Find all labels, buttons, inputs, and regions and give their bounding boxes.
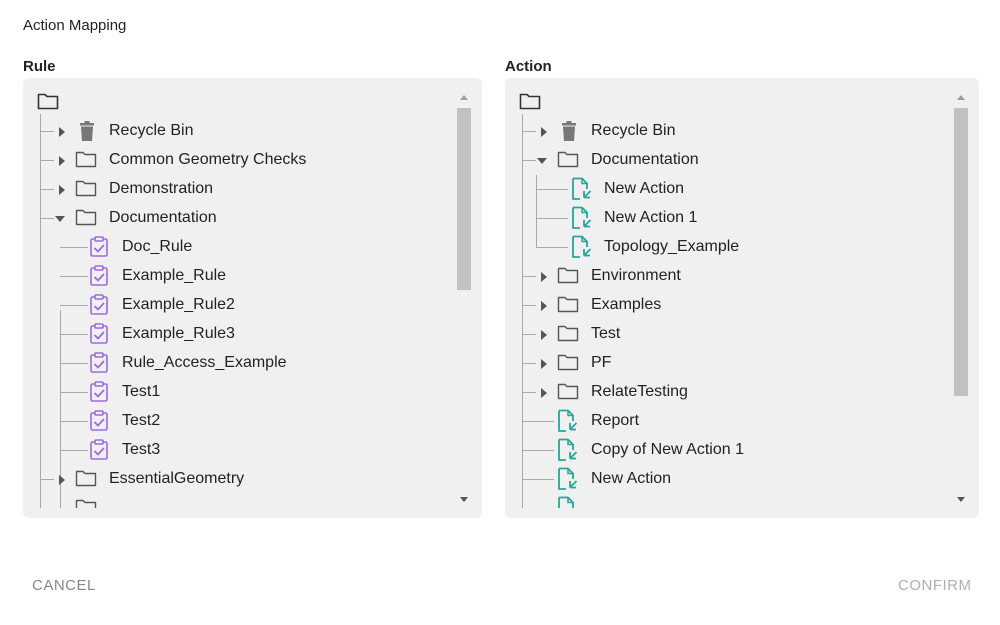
tree-leaf-label: Topology_Example xyxy=(604,238,740,255)
tree-leaf-topology-example[interactable] xyxy=(505,233,949,262)
tree-leaf-label: Example_Rule xyxy=(122,267,227,284)
action-doc-icon xyxy=(571,206,593,235)
action-panel-label: Action xyxy=(505,58,552,75)
tree-leaf-label: Doc_Rule xyxy=(122,238,193,255)
tree-node-relatetesting[interactable] xyxy=(505,378,949,407)
tree-node-label: Demonstration xyxy=(109,180,214,197)
tree-node-label: EssentialGeometry xyxy=(109,470,245,487)
tree-node-recycle-bin[interactable] xyxy=(23,117,452,146)
cancel-button[interactable]: CANCEL xyxy=(32,577,96,594)
expand-caret-icon[interactable] xyxy=(541,388,547,398)
tree-node-label: Documentation xyxy=(109,209,217,226)
tree-node-label: Examples xyxy=(591,296,662,313)
scroll-down-arrow-icon[interactable] xyxy=(460,497,468,502)
tree-leaf-partial xyxy=(505,494,949,508)
rule-tree xyxy=(23,78,452,508)
folder-icon xyxy=(557,150,579,173)
folder-icon xyxy=(75,208,97,231)
expand-caret-icon[interactable] xyxy=(59,475,65,485)
scroll-down-arrow-icon[interactable] xyxy=(957,497,965,502)
tree-node-partial xyxy=(23,494,452,508)
tree-leaf-example-rule[interactable] xyxy=(23,262,452,291)
dialog-title: Action Mapping xyxy=(23,17,127,34)
tree-leaf-label: Example_Rule3 xyxy=(122,325,235,342)
action-doc-icon xyxy=(557,409,579,438)
tree-leaf-copy-of-new-action-1[interactable] xyxy=(505,436,949,465)
expand-caret-icon[interactable] xyxy=(541,301,547,311)
tree-node-label: Test xyxy=(591,325,621,342)
action-tree xyxy=(505,78,949,508)
action-doc-icon xyxy=(571,235,593,264)
scroll-up-arrow-icon[interactable] xyxy=(957,95,965,100)
expand-caret-icon[interactable] xyxy=(59,185,65,195)
tree-node-essentialgeometry[interactable] xyxy=(23,465,452,494)
tree-node-test[interactable] xyxy=(505,320,949,349)
trash-icon xyxy=(79,121,95,147)
trash-icon xyxy=(561,121,577,147)
rule-check-icon xyxy=(89,265,109,292)
tree-leaf-test3[interactable] xyxy=(23,436,452,465)
expand-caret-icon[interactable] xyxy=(541,127,547,137)
tree-node-label: Recycle Bin xyxy=(109,122,194,139)
tree-leaf-label: Report xyxy=(591,412,640,429)
tree-leaf-label: Rule_Access_Example xyxy=(122,354,287,371)
tree-leaf-label: Copy of New Action 1 xyxy=(591,441,744,458)
tree-leaf-label: Example_Rule2 xyxy=(122,296,235,313)
folder-icon xyxy=(557,353,579,376)
tree-leaf-new-action-root[interactable] xyxy=(505,465,949,494)
expand-caret-icon[interactable] xyxy=(59,156,65,166)
tree-leaf-test1[interactable] xyxy=(23,378,452,407)
tree-node-label: Environment xyxy=(591,267,681,284)
tree-leaf-report[interactable] xyxy=(505,407,949,436)
expand-caret-icon[interactable] xyxy=(541,272,547,282)
expand-caret-icon[interactable] xyxy=(59,127,65,137)
tree-leaf-label: New Action xyxy=(591,470,672,487)
tree-node-label: Documentation xyxy=(591,151,699,168)
rule-tree-panel xyxy=(23,78,482,518)
action-doc-icon xyxy=(557,438,579,467)
scroll-thumb[interactable] xyxy=(954,108,968,396)
tree-leaf-rule-access-example[interactable] xyxy=(23,349,452,378)
root-folder-icon[interactable] xyxy=(519,92,541,115)
tree-leaf-test2[interactable] xyxy=(23,407,452,436)
folder-icon xyxy=(75,498,97,508)
tree-leaf-label: New Action 1 xyxy=(604,209,698,226)
tree-node-pf[interactable] xyxy=(505,349,949,378)
tree-node-label: Recycle Bin xyxy=(591,122,676,139)
tree-node-environment[interactable] xyxy=(505,262,949,291)
action-tree-panel xyxy=(505,78,979,518)
tree-leaf-doc-rule[interactable] xyxy=(23,233,452,262)
tree-node-common-geometry-checks[interactable] xyxy=(23,146,452,175)
tree-leaf-label: Test3 xyxy=(122,441,161,458)
action-doc-icon xyxy=(557,496,579,508)
folder-icon xyxy=(75,469,97,492)
tree-leaf-label: Test2 xyxy=(122,412,161,429)
tree-node-demonstration[interactable] xyxy=(23,175,452,204)
expand-caret-icon[interactable] xyxy=(541,359,547,369)
collapse-caret-icon[interactable] xyxy=(55,216,65,222)
tree-leaf-new-action[interactable] xyxy=(505,175,949,204)
rule-check-icon xyxy=(89,352,109,379)
tree-leaf-label: New Action xyxy=(604,180,685,197)
scroll-thumb[interactable] xyxy=(457,108,471,290)
rule-check-icon xyxy=(89,381,109,408)
confirm-button[interactable]: CONFIRM xyxy=(898,577,972,594)
rule-check-icon xyxy=(89,236,109,263)
tree-node-label: Common Geometry Checks xyxy=(109,151,307,168)
folder-icon xyxy=(557,295,579,318)
action-doc-icon xyxy=(557,467,579,496)
rule-check-icon xyxy=(89,294,109,321)
tree-node-documentation[interactable] xyxy=(23,204,452,233)
root-folder-icon[interactable] xyxy=(37,92,59,115)
tree-leaf-example-rule3[interactable] xyxy=(23,320,452,349)
tree-leaf-new-action-1[interactable] xyxy=(505,204,949,233)
expand-caret-icon[interactable] xyxy=(541,330,547,340)
folder-icon xyxy=(557,382,579,405)
tree-node-documentation[interactable] xyxy=(505,146,949,175)
collapse-caret-icon[interactable] xyxy=(537,158,547,164)
tree-node-recycle-bin[interactable] xyxy=(505,117,949,146)
folder-icon xyxy=(557,266,579,289)
folder-icon xyxy=(75,179,97,202)
action-doc-icon xyxy=(571,177,593,206)
rule-check-icon xyxy=(89,323,109,350)
rule-check-icon xyxy=(89,439,109,466)
tree-leaf-label: Test1 xyxy=(122,383,161,400)
tree-node-label: PF xyxy=(591,354,612,371)
rule-tree-scrollbar[interactable] xyxy=(456,92,472,504)
action-tree-scrollbar[interactable] xyxy=(953,92,969,504)
folder-icon xyxy=(75,150,97,173)
rule-check-icon xyxy=(89,410,109,437)
rule-panel-label: Rule xyxy=(23,58,56,75)
tree-node-examples[interactable] xyxy=(505,291,949,320)
tree-node-label: RelateTesting xyxy=(591,383,688,400)
tree-leaf-example-rule2[interactable] xyxy=(23,291,452,320)
scroll-up-arrow-icon[interactable] xyxy=(460,95,468,100)
folder-icon xyxy=(557,324,579,347)
